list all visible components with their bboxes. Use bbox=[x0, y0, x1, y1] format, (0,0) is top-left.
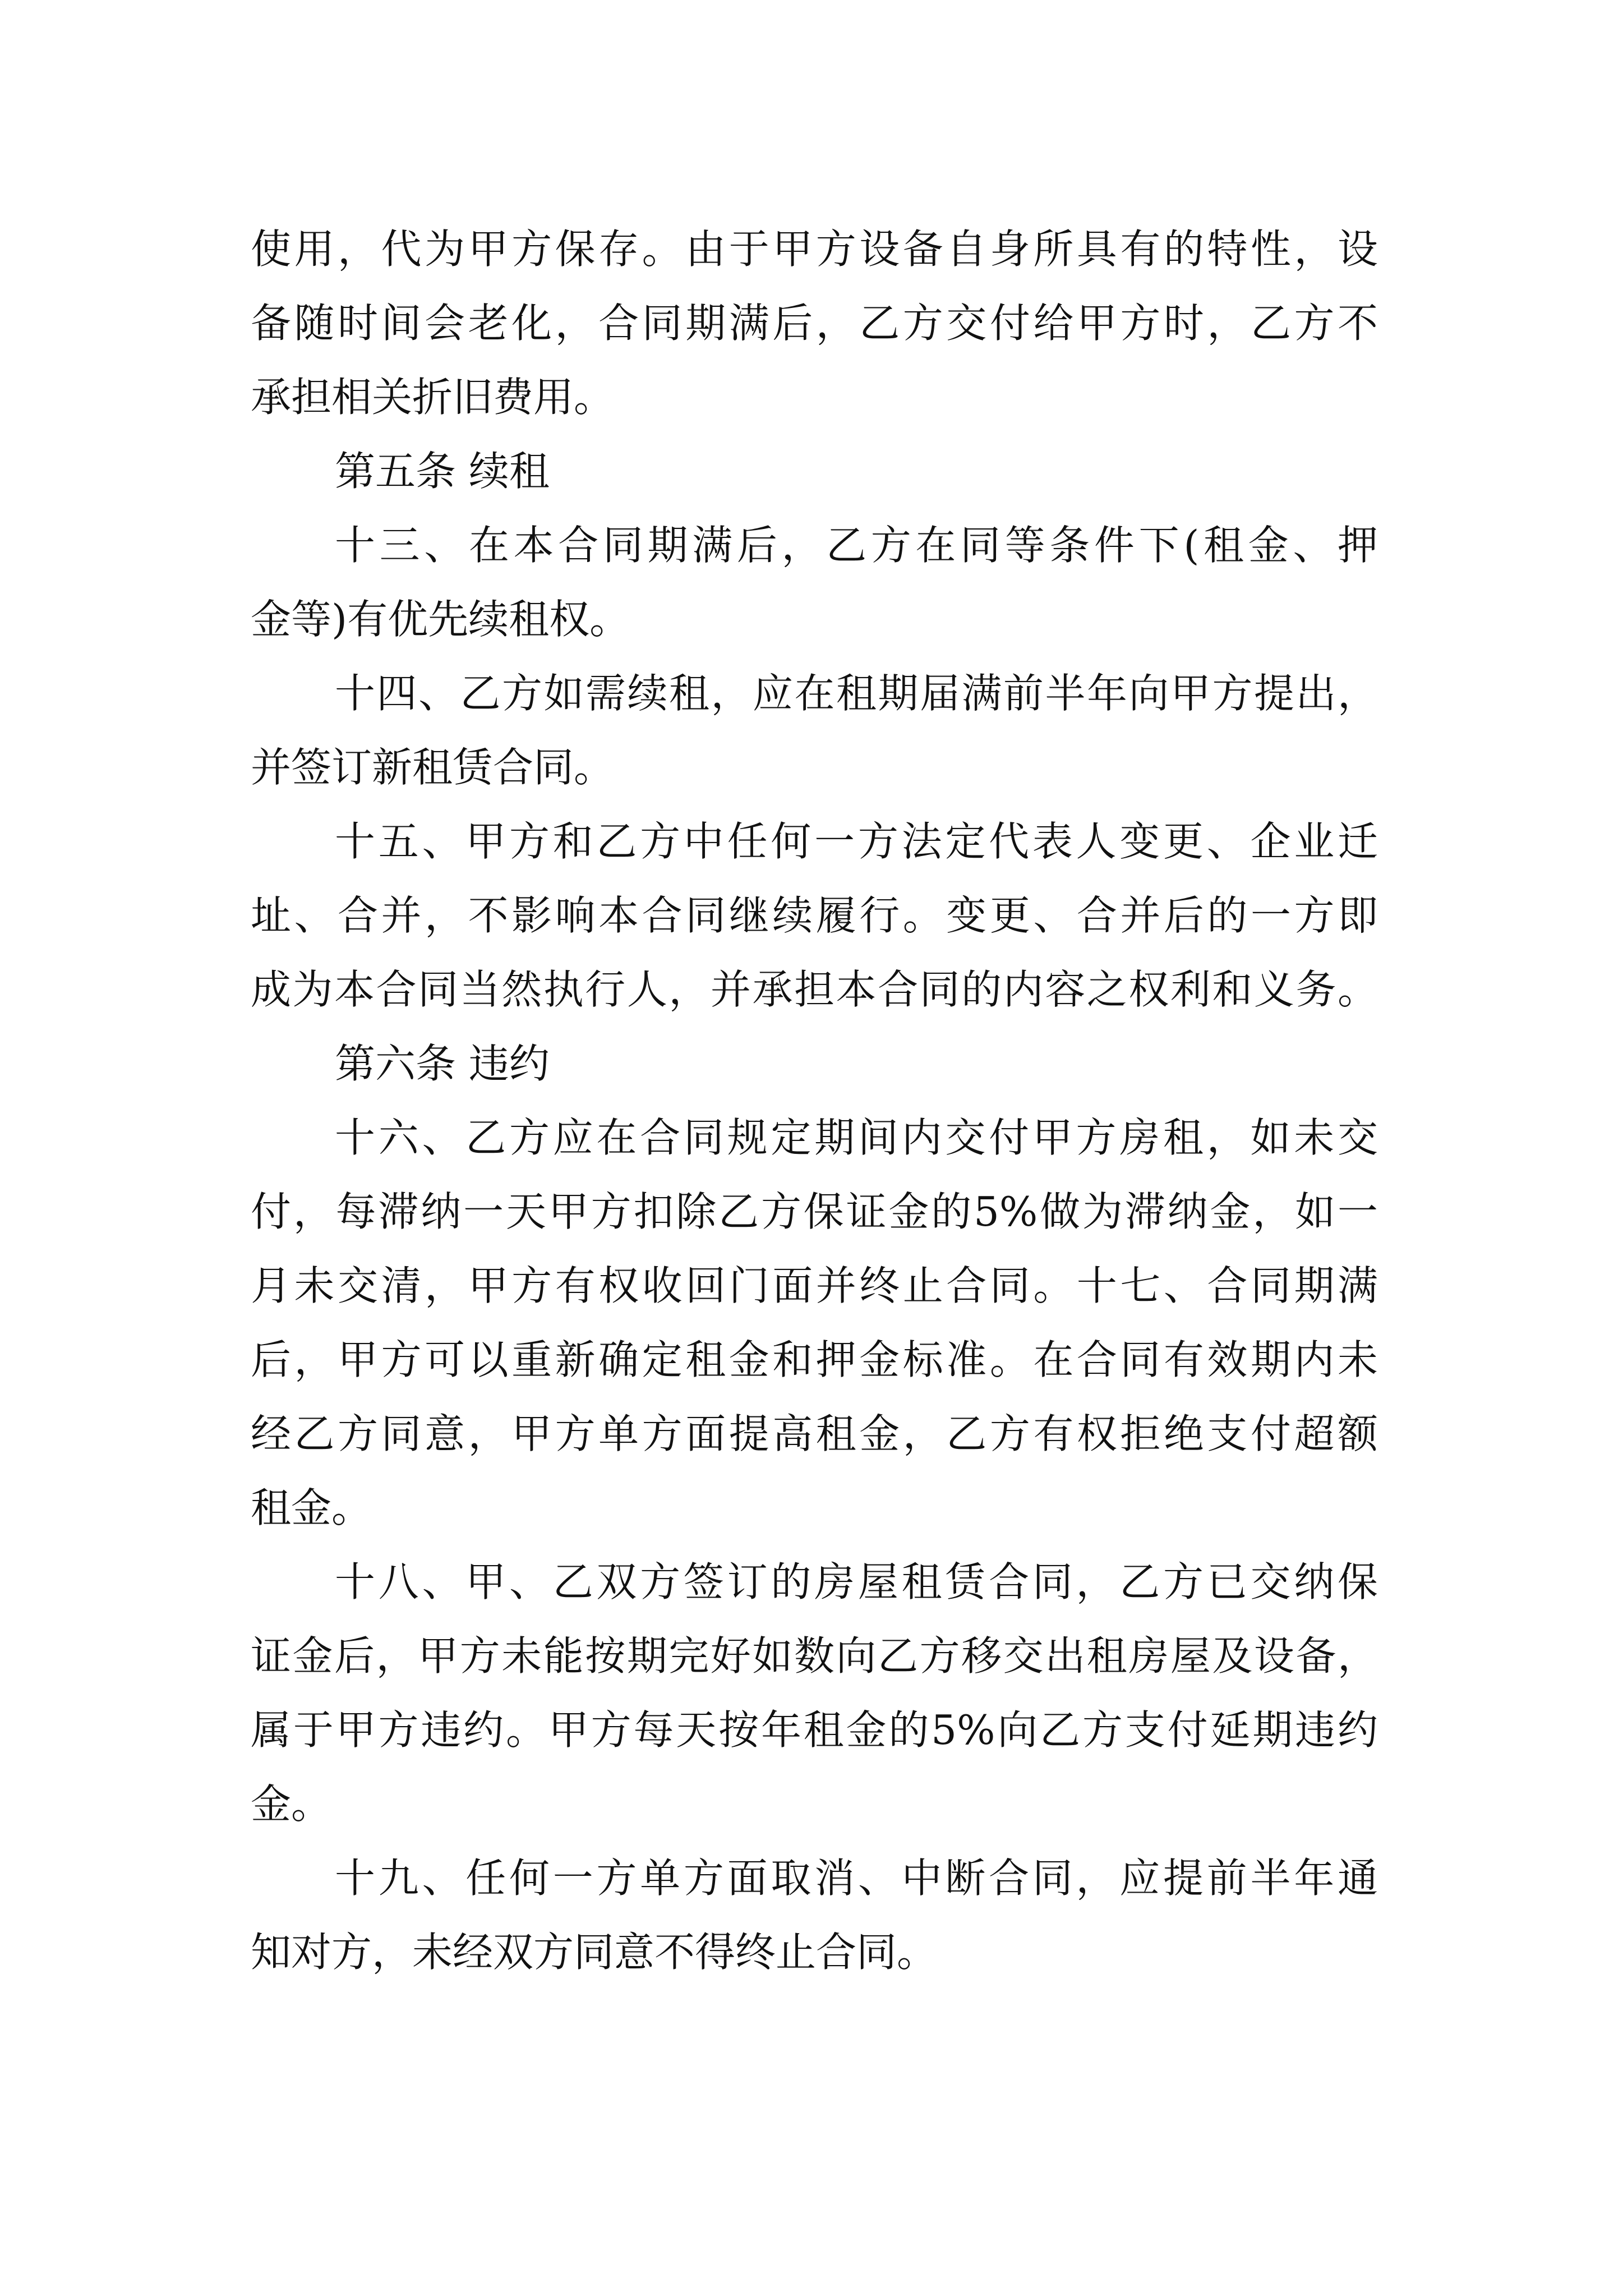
text-line: 备随时间会老化，合同期满后，乙方交付给甲方时，乙方不 bbox=[251, 300, 1378, 347]
text-line: 使用，代为甲方保存。由于甲方设备自身所具有的特性，设 bbox=[251, 226, 1378, 273]
section-heading: 第五条 续租 bbox=[335, 448, 550, 495]
paragraph-line: 十八、甲、乙双方签订的房屋租赁合同，乙方已交纳保 bbox=[335, 1558, 1378, 1605]
text-line: 证金后，甲方未能按期完好如数向乙方移交出租房屋及设备， bbox=[251, 1632, 1378, 1680]
text-line: 并签订新租赁合同。 bbox=[251, 744, 615, 791]
section-heading: 第六条 违约 bbox=[335, 1040, 550, 1087]
text-line: 金等)有优先续租权。 bbox=[251, 596, 630, 643]
text-line: 承担相关折旧费用。 bbox=[251, 374, 615, 421]
text-line: 址、合并，不影响本合同继续履行。变更、合并后的一方即 bbox=[251, 892, 1378, 939]
paragraph-line: 十四、乙方如需续租，应在租期届满前半年向甲方提出， bbox=[335, 670, 1378, 717]
text-line: 经乙方同意，甲方单方面提高租金，乙方有权拒绝支付超额 bbox=[251, 1410, 1378, 1457]
text-line: 租金。 bbox=[251, 1484, 372, 1531]
text-line: 知对方，未经双方同意不得终止合同。 bbox=[251, 1929, 938, 1976]
paragraph-line: 十三、在本合同期满后，乙方在同等条件下(租金、押 bbox=[335, 522, 1378, 569]
text-line: 成为本合同当然执行人，并承担本合同的内容之权利和义务。 bbox=[251, 966, 1378, 1013]
text-line: 后，甲方可以重新确定租金和押金标准。在合同有效期内未 bbox=[251, 1336, 1378, 1383]
text-line: 付，每滞纳一天甲方扣除乙方保证金的5%做为滞纳金，如一 bbox=[251, 1188, 1378, 1235]
text-line: 属于甲方违约。甲方每天按年租金的5%向乙方支付延期违约 bbox=[251, 1706, 1378, 1754]
text-line: 月未交清，甲方有权收回门面并终止合同。十七、合同期满 bbox=[251, 1262, 1378, 1309]
text-line: 金。 bbox=[251, 1780, 332, 1828]
paragraph-line: 十五、甲方和乙方中任何一方法定代表人变更、企业迁 bbox=[335, 818, 1378, 865]
document-page bbox=[251, 212, 1378, 1989]
paragraph-line: 十九、任何一方单方面取消、中断合同，应提前半年通 bbox=[335, 1855, 1378, 1902]
paragraph-line: 十六、乙方应在合同规定期间内交付甲方房租，如未交 bbox=[335, 1114, 1378, 1161]
